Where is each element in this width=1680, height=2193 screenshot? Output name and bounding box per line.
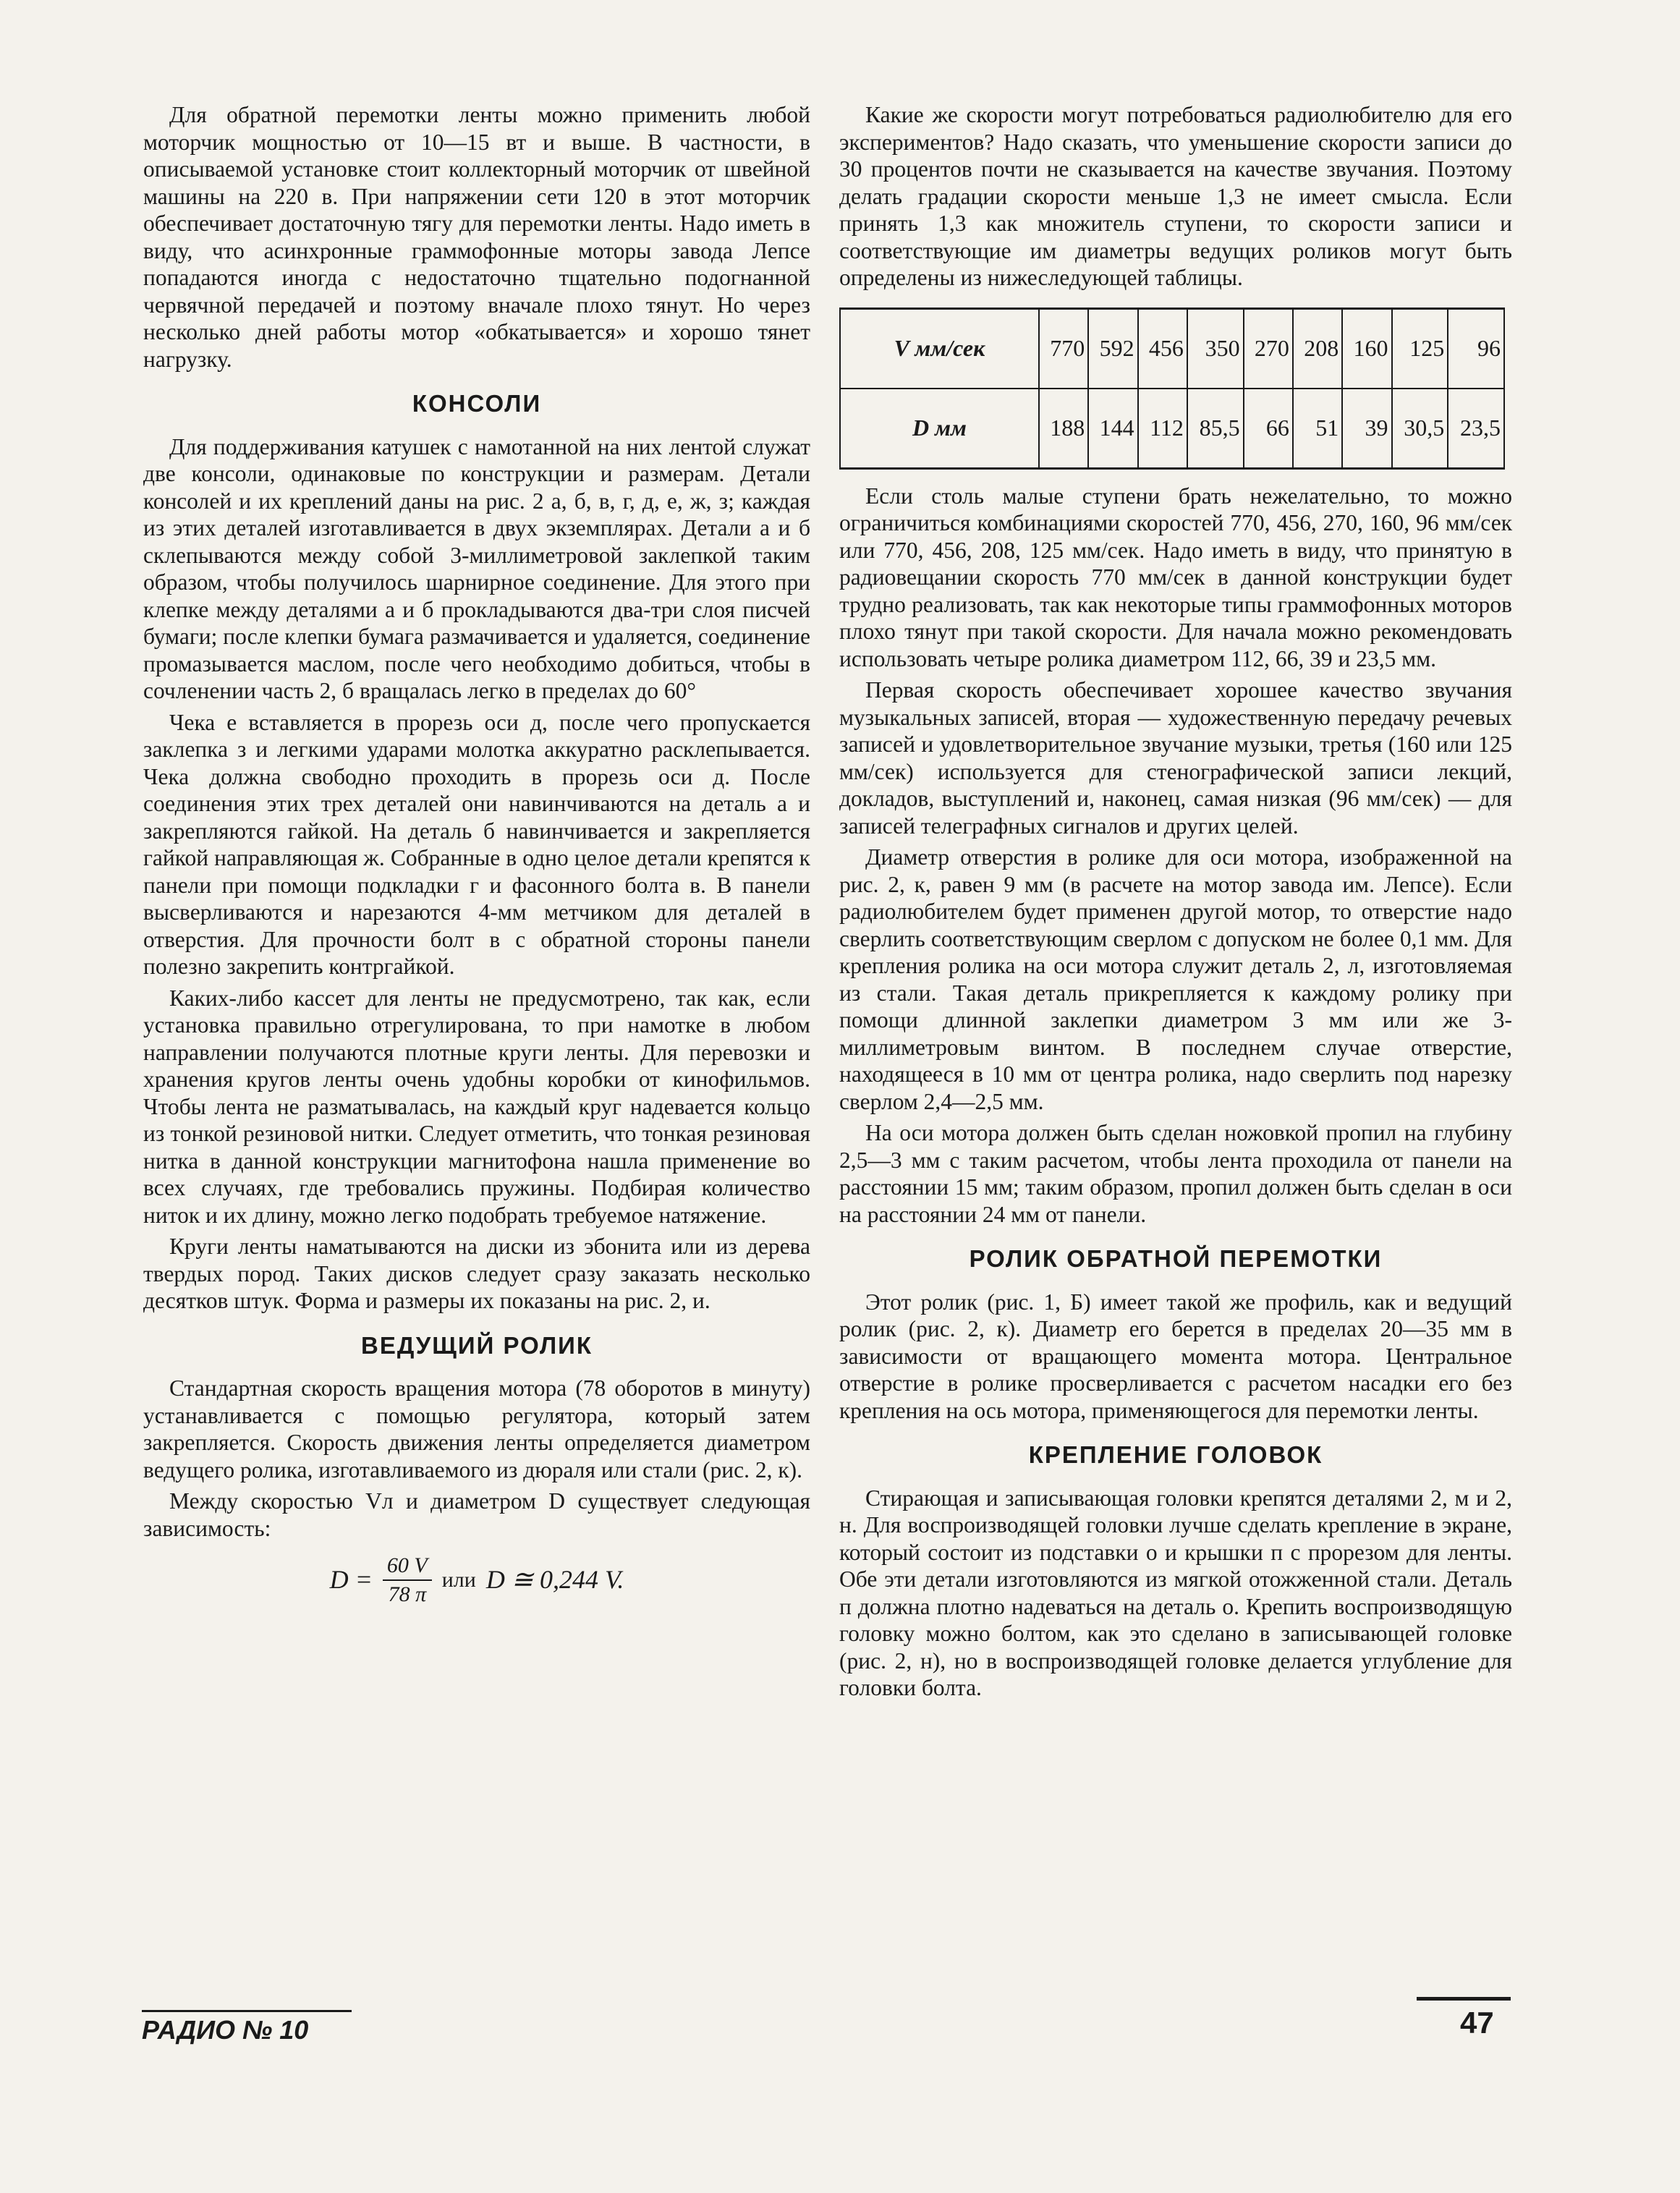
table-cell: 208 xyxy=(1293,308,1342,389)
heading-consoles: КОНСОЛИ xyxy=(412,390,542,417)
table-cell: 39 xyxy=(1342,389,1391,469)
table-cell: 350 xyxy=(1187,308,1244,389)
formula-rhs: D ≅ 0,244 V. xyxy=(485,1564,624,1594)
hole-diameter-paragraph: Диаметр отверстия в ролике для оси мотора, изображенной на рис. 2, к, равен 9 мм (в расчете на мотор завода им. Лепсе). Если радиолюбителем будет применен другой мотор, то отверстие надо сверлить соответствующим сверлом с допуском не более 0,1 мм. Для крепления ролика на оси мотора служит деталь 2, л, изготовляемая из стали. Такая деталь прикрепляется к каждому ролику при помощи длинной заклепки диаметром 3 мм или же 3-миллиметровым винтом. В последнем случае отверстие, находящееся в 10 мм от центра ролика, надо сверлить под нарезку сверлом 2,4—2,5 мм. xyxy=(839,844,1512,1114)
table-cell: 85,5 xyxy=(1187,389,1244,469)
consoles-paragraph-2: Чека е вставляется в прорезь оси д, после чего пропускается заклепка з и легкими ударами молотка аккуратно расклепывается. Чека должна свободно проходить в прорезь оси д. После соединения этих трех деталей они навинчиваются на деталь а и закрепляются гайкой. На деталь б навинчивается и закрепляется гайкой направляющая ж. Собранные в одно целое детали крепятся к панели при помощи подкладки г и фасонного болта в. В панели высверливаются и нарезаются 4-мм метчиком для деталей в отверстия. Для прочности болт в с обратной стороны панели полезно закрепить контргайкой. xyxy=(143,709,810,979)
intro-paragraph: Для обратной перемотки ленты можно применить любой моторчик мощностью от 10—15 вт и выше. В частности, в описываемой установке стоит коллекторный моторчик от швейной машины на 220 в. При напряжении сети 120 в этот моторчик обеспечивает достаточную тягу для перемотки ленты. Надо иметь в виду, что асинхронные граммофонные моторы завода Лепсе попадаются иногда с недостаточно тщательно подогнанной червячной передачей и поэтому вначале плохо тянут. Но через несколько дней работы мотор «обкатывается» и хорошо тянет нагрузку. xyxy=(143,102,810,372)
table-cell: 188 xyxy=(1039,389,1088,469)
speeds-intro-paragraph: Какие же скорости могут потребоваться радиолюбителю для его экспериментов? Надо сказать, что уменьшение скорости записи до 30 процентов почти не сказывается на качестве звучания. Поэтому делать градации скорости меньше 1,3 не имеет смысла. Если принять 1,3 как множитель ступени, то скорости записи и соответствующие им диаметры ведущих роликов могут быть определены из нижеследующей таблицы. xyxy=(839,102,1512,290)
table-cell: 125 xyxy=(1392,308,1448,389)
table-cell: 770 xyxy=(1039,308,1088,389)
consoles-paragraph-4: Круги ленты наматываются на диски из эбонита или из дерева твердых пород. Таких дисков следует сразу заказать несколько десятков штук. Форма и размеры их показаны на рис. 2, и. xyxy=(143,1234,810,1313)
heads-paragraph: Стирающая и записывающая головки крепятся деталями 2, м и 2, н. Для воспроизводящей головки лучше сделать крепление в экране, который состоит из подставки о и крышки п с прорезом для ленты. Обе эти детали изготовляются из мягкой отожженной стали. Деталь п должна плотно надеваться на деталь о. Крепить воспроизводящую головку можно болтом, как это сделано в записывающей головке (рис. 2, н), но в воспроизводящей головке делается углубление для головки болта. xyxy=(839,1485,1512,1700)
speeds-after-table-paragraph: Если столь малые ступени брать нежелательно, то можно ограничиться комбинациями скоростей 770, 456, 270, 160, 96 мм/сек или 770, 456, 208, 125 мм/сек. Надо иметь в виду, что принятую в радиовещании скорость 770 мм/сек в данной конструкции будет трудно реализовать, так как некоторые типы граммофонных моторов плохо тянут при такой скорости. Для начала можно рекомендовать использовать четыре ролика диаметром 112, 66, 39 и 23,5 мм. xyxy=(839,483,1512,671)
table-cell: 112 xyxy=(1138,389,1187,469)
table-cell: 51 xyxy=(1293,389,1342,469)
table-cell: 66 xyxy=(1244,389,1293,469)
formula-fraction xyxy=(383,1552,432,1608)
table-cell: 96 xyxy=(1448,308,1504,389)
consoles-paragraph-1: Для поддерживания катушек с намотанной на них лентой служат две консоли, одинаковые по конструкции и размерам. Детали консолей и их креплений даны на рис. 2 а, б, в, г, д, е, ж, з; каждая из этих деталей изготавливается в двух экземплярах. Детали а и б склепываются между собой 3-миллиметровой заклепкой таким образом, чтобы получилось шарнирное соединение. Для этого при клепке между деталями а и б прокладываются два-три слоя писчей бумаги; после клепки бумага размачивается и удаляется, соединение промазывается маслом, после чего необходимо добиться, чтобы в сочленении часть 2, б вращалась легко в пределах до 60° xyxy=(143,433,810,703)
speed-diameter-table xyxy=(839,307,1505,470)
heading-drive-roller: ВЕДУЩИЙ РОЛИК xyxy=(361,1331,593,1359)
rewind-paragraph: Этот ролик (рис. 1, Б) имеет такой же профиль, как и ведущий ролик (рис. 2, к). Диаметр его берется в пределах 20—35 мм в зависимости от вращающего момента мотора. Центральное отверстие в ролике просверливается с расчетом насадки его без крепления на ось мотора, применяющегося для перемотки ленты. xyxy=(839,1289,1512,1423)
formula-lhs: D = xyxy=(329,1564,373,1594)
heading-rewind-roller: РОЛИК ОБРАТНОЙ ПЕРЕМОТКИ xyxy=(969,1245,1383,1272)
heading-heads-mounting: КРЕПЛЕНИЕ ГОЛОВОК xyxy=(1028,1441,1323,1468)
magazine-footer: РАДИО № 10 xyxy=(142,2015,309,2045)
roller-paragraph-1: Стандартная скорость вращения мотора (78 оборотов в минуту) устанавливается с помощью регулятора, который затем закрепляется. Скорость движения ленты определяется диаметром ведущего ролика, изготавливаемого из дюраля или стали (рис. 2, к). xyxy=(143,1375,810,1482)
table-cell: 270 xyxy=(1244,308,1293,389)
speed-diameter-formula xyxy=(143,1552,810,1608)
formula-or: или xyxy=(441,1567,476,1592)
formula-denominator: 78 π xyxy=(388,1582,427,1606)
footer-rule-right xyxy=(1417,1997,1511,2001)
footer-rule-left xyxy=(142,2010,352,2012)
table-row-diameter xyxy=(840,389,1504,469)
roller-paragraph-2: Между скоростью Vл и диаметром D существует следующая зависимость: xyxy=(143,1488,810,1541)
right-column xyxy=(839,101,1512,1706)
table-cell: 592 xyxy=(1088,308,1137,389)
consoles-paragraph-3: Каких-либо кассет для ленты не предусмотрено, так как, если установка правильно отрегулирована, то при намотке в любом направлении получаются плотные круги ленты. Для перевозки и хранения кругов ленты очень удобны коробки от кинофильмов. Чтобы лента не разматывалась, на каждый круг надевается кольцо из тонкой резиновой нитки. Следует отметить, что тонкая резиновая нитка в данной конструкции магнитофона нашла применение во всех случаях, где требовались пружины. Подбирая количество ниток и их длину, можно легко подобрать требуемое натяжение. xyxy=(143,985,810,1228)
table-row-header: V мм/сек xyxy=(840,308,1039,389)
left-column xyxy=(143,101,810,1608)
table-cell: 30,5 xyxy=(1392,389,1448,469)
table-row-speed xyxy=(840,308,1504,389)
motor-axis-paragraph: На оси мотора должен быть сделан ножовкой пропил на глубину 2,5—3 мм с таким расчетом, чтобы лента проходила от панели на расстоянии 15 мм; таким образом, пропил должен быть сделан в оси на расстоянии 24 мм от панели. xyxy=(839,1120,1512,1227)
formula-numerator: 60 V xyxy=(383,1552,432,1581)
table-cell: 144 xyxy=(1088,389,1137,469)
table-cell: 160 xyxy=(1342,308,1391,389)
table-cell: 23,5 xyxy=(1448,389,1504,469)
first-speed-paragraph: Первая скорость обеспечивает хорошее качество звучания музыкальных записей, вторая — художественную передачу речевых записей и удовлетворительное звучание музыки, третья (160 или 125 мм/сек) используется для стенографической записи лекций, докладов, выступлений и, наконец, самая низкая (96 мм/сек) — для записей телеграфных сигналов и других целей. xyxy=(839,677,1512,839)
table-cell: 456 xyxy=(1138,308,1187,389)
table-row-header: D мм xyxy=(840,389,1039,469)
page-number: 47 xyxy=(1460,2006,1494,2040)
